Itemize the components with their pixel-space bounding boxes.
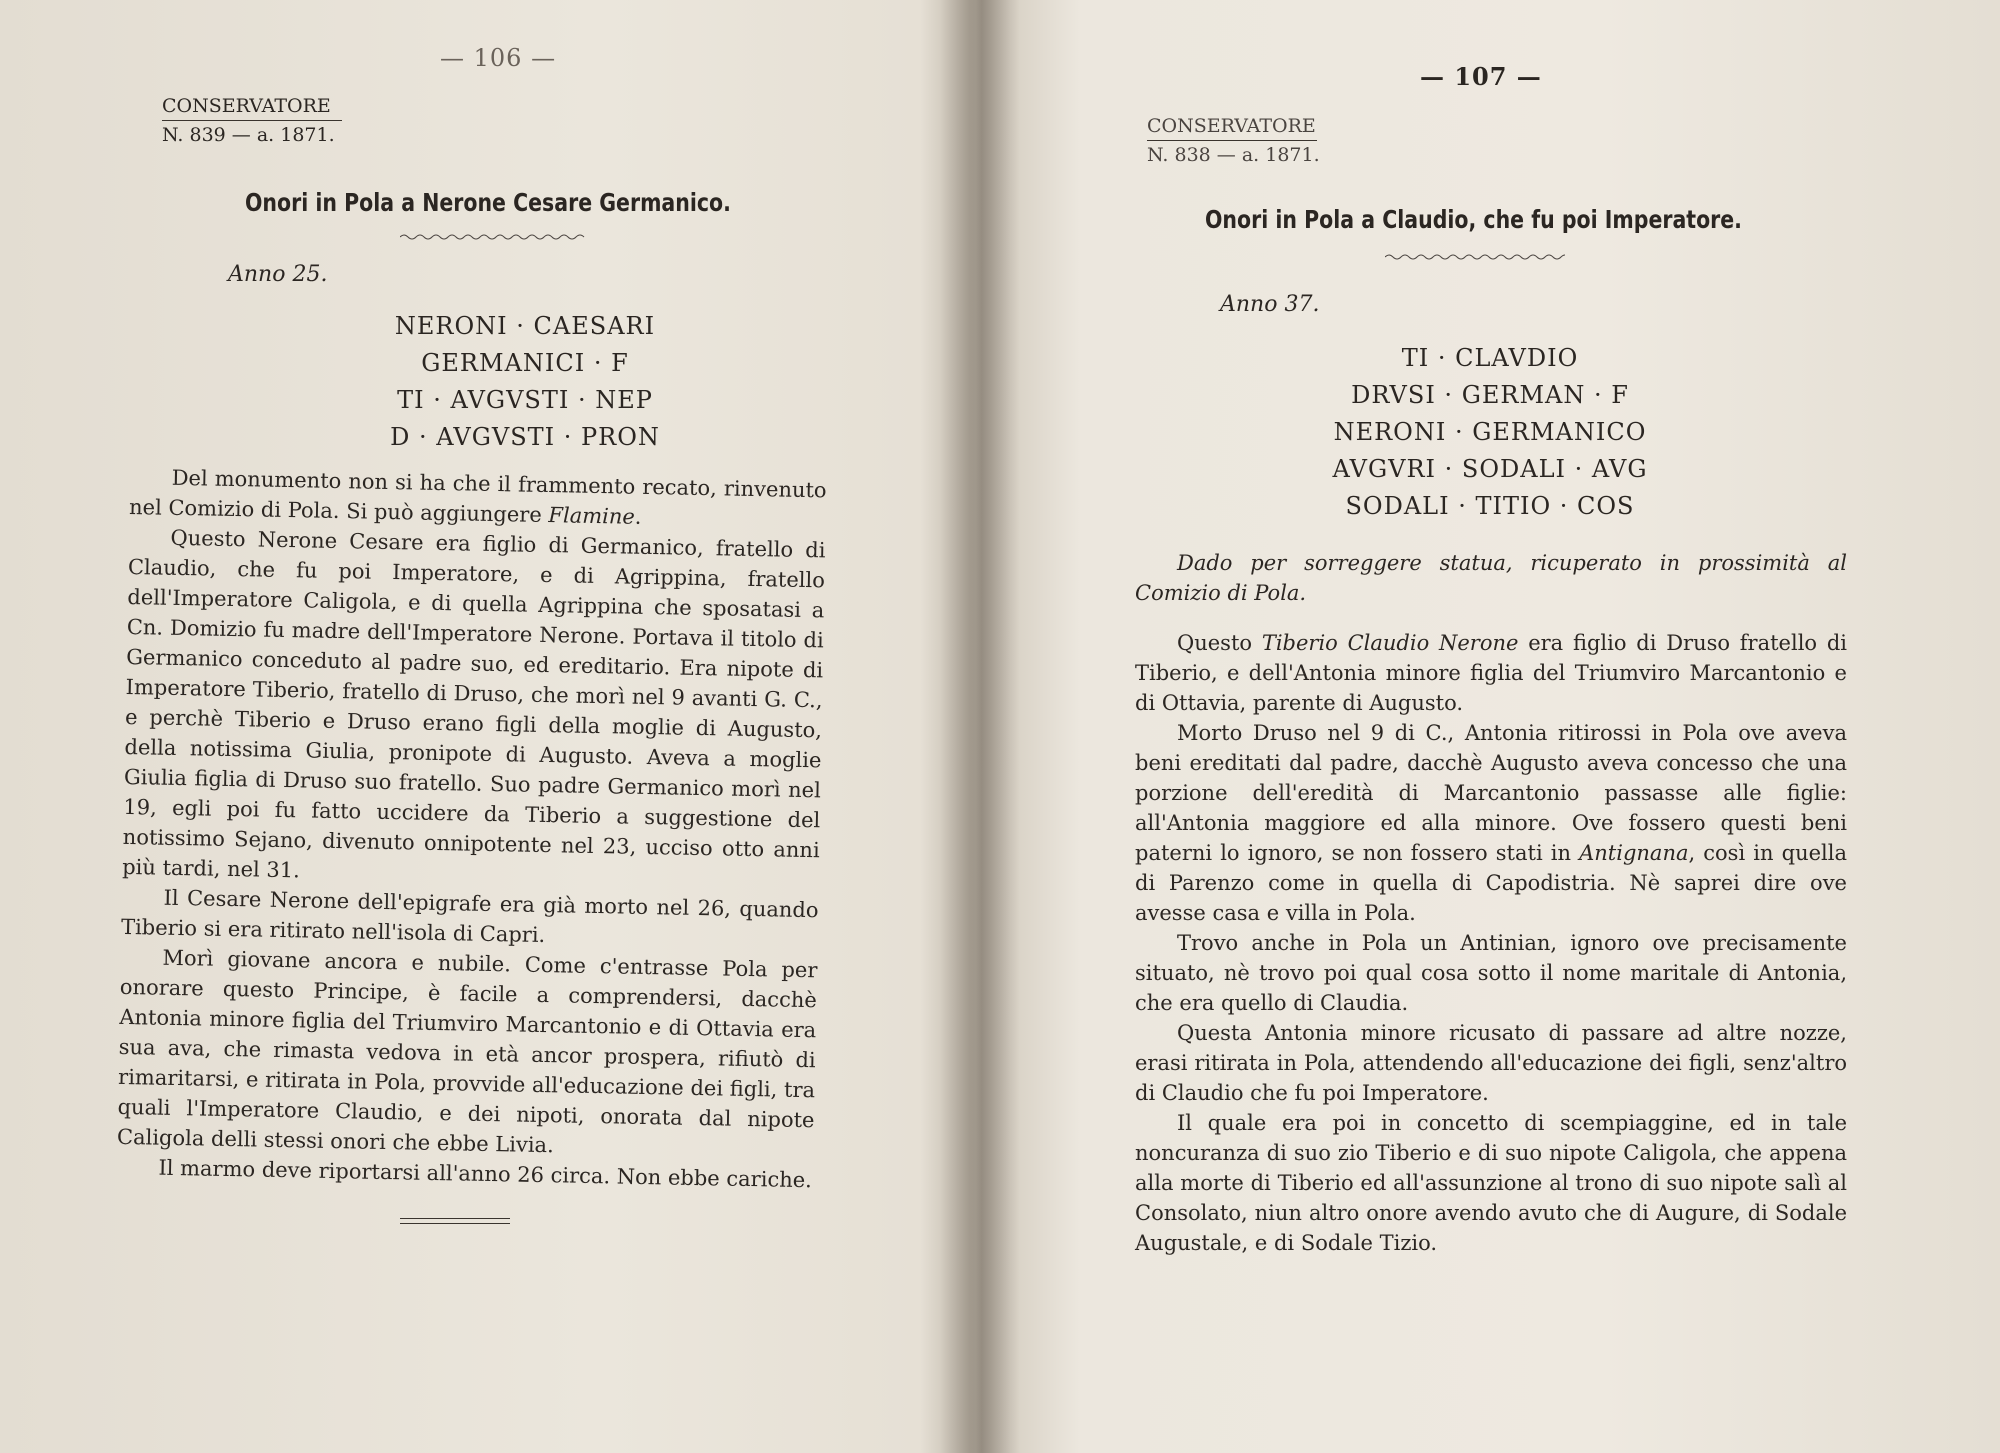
source-issue: N. 838 — a. 1871. [1147,144,1320,166]
paragraph-text: era figlio di Druso fratello di Tiberio, e dell'Antonia minore figlia del Triumviro Marcantonio e di Ottavia, parente di Augusto. [1135,631,1847,715]
paragraph-text: Morto Druso nel 9 di C., Antonia ritirossi in Pola ove aveva beni ereditati dal padre, dacchè Augusto aveva concesso che una porzione dell'eredità di Marcantonio passasse alle figlie: all'Antonia maggiore ed alla minore. Ove fossero questi beni paterni lo ignoro, se non fossero stati in [1135,721,1847,865]
paragraph-text: Del monumento non si ha che il frammento recato, rinvenuto nel Comizio di Pola. Si può aggiungere [128,465,827,528]
page-number: — 107 — [1420,62,1542,91]
article-body [116,462,827,1195]
paragraph [1135,718,1847,928]
article-title: Onori in Pola a Nerone Cesare Germanico. [245,188,731,217]
inscription [1275,340,1705,525]
inscription-line: TI · AVGVSTI · NEP [397,386,653,414]
article-body-text [1135,628,1847,1258]
source-title: CONSERVATORE [1147,115,1316,137]
inscription-line: TI · CLAVDIO [1401,344,1579,372]
year-label: Anno 37. [1220,292,1320,317]
article-title: Onori in Pola a Claudio, che fu poi Imperatore. [1205,205,1742,234]
paragraph: Il quale era poi in concetto di scempiaggine, ed in tale noncuranza di suo zio Tiberio e di suo nipote Caligola, che appena alla morte di Tiberio ed all'assunzione al trono di suo nipote salì al Consolato, niun altro onore avendo avuto che di Augure, di Sodale Augustale, e di Sodale Tizio. [1135,1111,1847,1255]
inscription-line: DRVSI · GERMAN · F [1351,381,1629,409]
inscription-line: GERMANICI · F [421,349,629,377]
page-number: — 106 — [440,44,557,72]
inscription-line: SODALI · TITIO · COS [1345,492,1635,520]
title-ornament [1385,252,1565,262]
end-rule-line [400,1218,510,1219]
right-page [980,0,2000,1453]
italic-term: Tiberio Claudio Nerone [1261,631,1519,655]
source-header [162,92,342,149]
inscription [330,308,720,456]
end-rule-line [400,1223,510,1224]
source-header [1147,112,1320,169]
inscription-line: NERONI · CAESARI [394,312,656,340]
title-ornament [400,232,585,242]
source-issue: N. 839 — a. 1871. [162,124,335,146]
paragraph: Questo Nerone Cesare era figlio di Germanico, fratello di Claudio, che fu poi Imperatore, e di Agrippina, fratello dell'Imperatore Caligola, e di quella Agrippina che sposatasi a Cn. Domizio fu madre dell'Imperatore Nerone. Portava il titolo di Germanico conceduto al padre suo, ed ereditario. Era nipote di Imperatore Tiberio, fratello di Druso, che morì nel 9 avanti G. C., e perchè Tiberio e Druso erano figli della moglie di Augusto, della notissima Giulia, pronipote di Augusto. Aveva a moglie Giulia figlia di Druso suo fratello. Suo padre Germanico morì nel 19, egli poi fu fatto uccidere da Tiberio a suggestione del notissimo Sejano, divenuto onnipotente nel 23, ucciso otto anni più tardi, nel 31. [121,525,826,883]
source-title: CONSERVATORE [162,95,331,117]
paragraph [1135,628,1847,718]
inscription-line: D · AVGVSTI · PRON [390,423,660,451]
year-label: Anno 25. [228,262,328,287]
paragraph: Il Cesare Nerone dell'epigrafe era già morto nel 26, quando Tiberio si era ritirato nell'isola di Capri. [120,885,819,948]
end-rule [400,1218,510,1228]
paragraph: Il marmo deve riportarsi all'anno 26 circa. Non ebbe cariche. [158,1155,813,1193]
paragraph-text: , così in quella di Parenzo come in quella di Capodistria. Nè saprei dire ove avesse casa e villa in Pola. [1135,841,1847,925]
paragraph-text: . [634,504,642,529]
paragraph: Questa Antonia minore ricusato di passare ad altre nozze, erasi ritirata in Pola, attendendo all'educazione dei figli, senz'altro di Claudio che fu poi Imperatore. [1135,1021,1847,1105]
inscription-line: AVGVRI · SODALI · AVG [1332,455,1648,483]
paragraph: Morì giovane ancora e nubile. Come c'entrasse Pola per onorare questo Principe, è facile a comprendersi, dacchè Antonia minore figlia del Triumviro Marcantonio e di Ottavia era sua ava, che rimasta vedova in età ancor prospera, rifiutò di rimaritarsi, e ritirata in Pola, provvide all'educazione dei figli, tra quali l'Imperatore Claudio, e dei nipoti, onorata dal nipote Caligola delli stessi onori che ebbe Livia. [116,945,818,1158]
italic-term: Antignana [1579,841,1689,865]
inscription-caption: Dado per sorreggere statua, ricuperato in prossimità al Comizio di Pola. [1135,551,1847,605]
paragraph: Trovo anche in Pola un Antinian, ignoro ove precisamente situato, nè trovo poi qual cosa sotto il nome maritale di Antonia, che era quello di Claudia. [1135,931,1847,1015]
italic-term: Flamine [548,503,636,529]
paragraph-text: Questo [1177,631,1262,655]
inscription-line: NERONI · GERMANICO [1333,418,1647,446]
left-page [0,0,960,1453]
